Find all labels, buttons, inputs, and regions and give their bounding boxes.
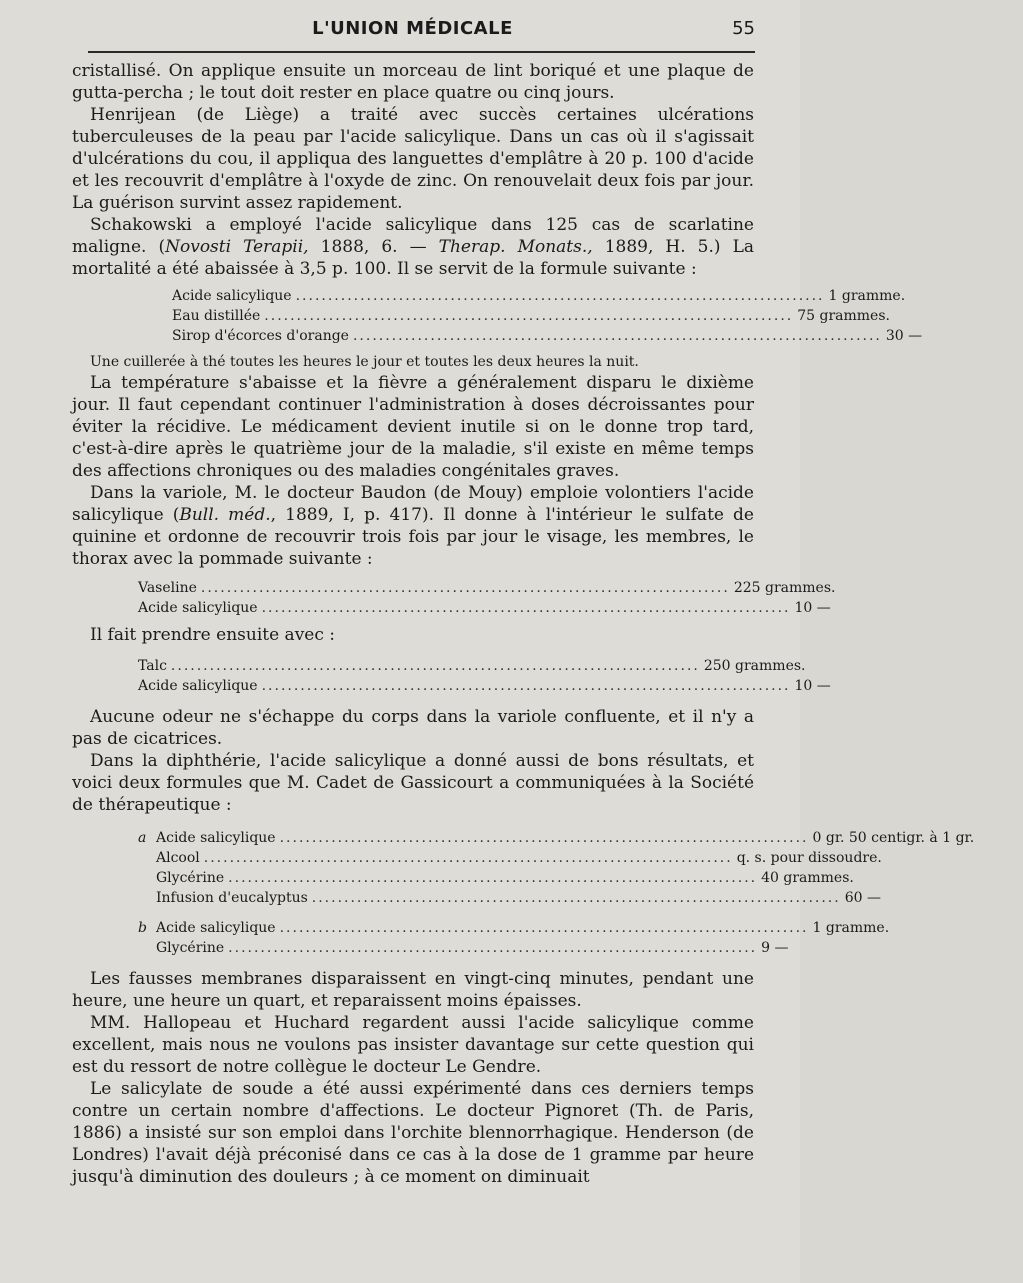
header-rule [88,51,755,53]
ingredient-name: Acide salicylique [138,600,258,616]
paragraph: MM. Hallopeau et Huchard regardent aussi l'acide salicylique comme excellent, mais nous ne voulons pas insister davantage sur cette question qui est du ressort de notre collègue le docteur Le Gendre. [72,1013,754,1077]
paragraph: Dans la diphthérie, l'acide salicylique a donné aussi de bons résultats, et voici deux formules que M. Cadet de Gassicourt a communiquées à la Société de thérapeutique : [72,751,754,815]
ingredient-name: Glycérine [156,940,225,956]
ingredient-name: Acide salicylique [172,288,292,304]
ingredient-name: Alcool [156,850,200,866]
ingredient-name: Sirop d'écorces d'orange [172,328,349,344]
body-text [72,60,975,1188]
formula-row [138,848,882,868]
ingredient-name: Glycérine [156,870,225,886]
formula-row [138,598,831,618]
paragraph-text: Dans la variole, M. le docteur Baudon (de Mouy) emploie volontiers l'acide salicylique ( [72,483,754,525]
formula-row [138,578,836,598]
leader-dots: .................................................................................. [261,600,791,616]
ingredient-name: Infusion d'eucalyptus [156,890,308,906]
formula-scarlatine [172,286,923,346]
ingredient-name: Talc [138,658,167,674]
leader-dots: .................................................................................. [261,678,791,694]
formula-row [138,938,789,958]
ingredient-name: Eau distillée [172,308,261,324]
paragraph [72,214,754,280]
leader-dots: .................................................................................. [279,830,809,846]
page-header [70,14,755,52]
ingredient-quantity: 225 grammes. [733,580,836,596]
formula-diphtherie-a [138,828,975,908]
leader-dots: .................................................................................. [264,308,794,324]
journal-title: Therap. Monats., [438,237,593,257]
formula-row [172,286,906,306]
paragraph-text: Schakowski a employé l'acide salicylique dans 125 cas de scarlatine maligne. ( [72,215,754,257]
formula-row [172,326,923,346]
leader-dots: .................................................................................. [170,658,700,674]
formula-row [138,868,854,888]
formula-row [138,828,975,848]
paragraph-text: 1888, 6. — [308,237,439,257]
ingredient-quantity: 10 — [794,678,831,694]
paragraph: Henrijean (de Liège) a traité avec succès certaines ulcérations tuberculeuses de la peau par l'acide salicylique. Dans un cas où il s'agissait d'ulcérations du cou, il appliqua des languettes d'emplâtre à 20 p. 100 d'acide et les recouvrit d'emplâtre à l'oxyde de zinc. On renouvelait deux fois par jour. La guérison survint assez rapidement. [72,105,754,213]
page-number: 55 [732,18,755,39]
formula-row [138,888,881,908]
paragraph [72,482,754,570]
paragraph: La température s'abaisse et la fièvre a généralement disparu le dixième jour. Il faut cependant continuer l'administration à doses décroissantes pour éviter la récidive. Le médicament devient inutile si on le donne trop tard, c'est-à-dire après le quatrième jour de la maladie, s'il existe en même temps des affections chroniques ou des maladies congénitales graves. [72,373,754,481]
paragraph: Les fausses membranes disparaissent en vingt-cinq minutes, pendant une heure, une heure un quart, et reparaissent moins épaisses. [72,969,754,1011]
ingredient-quantity: 9 — [761,940,789,956]
ingredient-quantity: 250 grammes. [703,658,806,674]
formula-diphtherie-b [138,918,890,958]
ingredient-name: Acide salicylique [156,830,276,846]
paragraph: cristallisé. On applique ensuite un morceau de lint boriqué et une plaque de gutta-percha ; le tout doit rester en place quatre ou cinq jours. [72,61,754,103]
paragraph: Aucune odeur ne s'échappe du corps dans la variole confluente, et il n'y a pas de cicatrices. [72,707,754,749]
ingredient-name: Vaseline [138,580,197,596]
leader-dots: .................................................................................. [228,870,758,886]
paragraph-text: 1889, H. 5.) La mortalité a été abaissée à 3,5 p. 100. Il se servit de la formule suivante : [72,237,754,279]
leader-dots: .................................................................................. [352,328,882,344]
ingredient-name: Acide salicylique [156,920,276,936]
leader-dots: .................................................................................. [311,890,841,906]
leader-dots: .................................................................................. [279,920,809,936]
ingredient-quantity: 30 — [885,328,923,344]
ingredient-quantity: 0 gr. 50 centigr. à 1 gr. [812,830,975,846]
ingredient-quantity: 40 grammes. [761,870,854,886]
formula-variole-talc [138,656,831,696]
ingredient-quantity: 75 grammes. [797,308,890,324]
running-title: L'UNION MÉDICALE [312,18,513,39]
dosage-note: Une cuillerée à thé toutes les heures le jour et toutes les deux heures la nuit. [90,354,639,370]
ingredient-quantity: 1 gramme. [828,288,906,304]
formula-label: b [138,920,147,936]
ingredient-quantity: 60 — [844,890,881,906]
formula-row [138,656,806,676]
ingredient-quantity: 1 gramme. [812,920,890,936]
leader-dots: .................................................................................. [295,288,825,304]
formula-variole-pommade [138,578,836,618]
leader-dots: .................................................................................. [203,850,733,866]
formula-row [172,306,890,326]
paragraph: Il fait prendre ensuite avec : [90,625,336,645]
ingredient-name: Acide salicylique [138,678,258,694]
ingredient-quantity: 10 — [794,600,831,616]
leader-dots: .................................................................................. [200,580,730,596]
leader-dots: .................................................................................. [228,940,758,956]
journal-title: Bull. méd. [179,505,271,525]
journal-title: Novosti Terapii, [165,237,309,257]
ingredient-quantity: q. s. pour dissoudre. [736,850,882,866]
formula-label: a [138,830,147,846]
paragraph-text: , 1889, I, p. 417). Il donne à l'intérieur le sulfate de quinine et ordonne de recouvrir trois fois par jour le visage, les membres, le thorax avec la pommade suivante : [72,505,754,569]
formula-row [138,676,831,696]
formula-row [138,918,890,938]
paragraph: Le salicylate de soude a été aussi expérimenté dans ces derniers temps contre un certain nombre d'affections. Le docteur Pignoret (Th. de Paris, 1886) a insisté sur son emploi dans l'orchite blennorrhagique. Henderson (de Londres) l'avait déjà préconisé dans ce cas à la dose de 1 gramme par heure jusqu'à diminution des douleurs ; à ce moment on diminuait [72,1079,754,1187]
